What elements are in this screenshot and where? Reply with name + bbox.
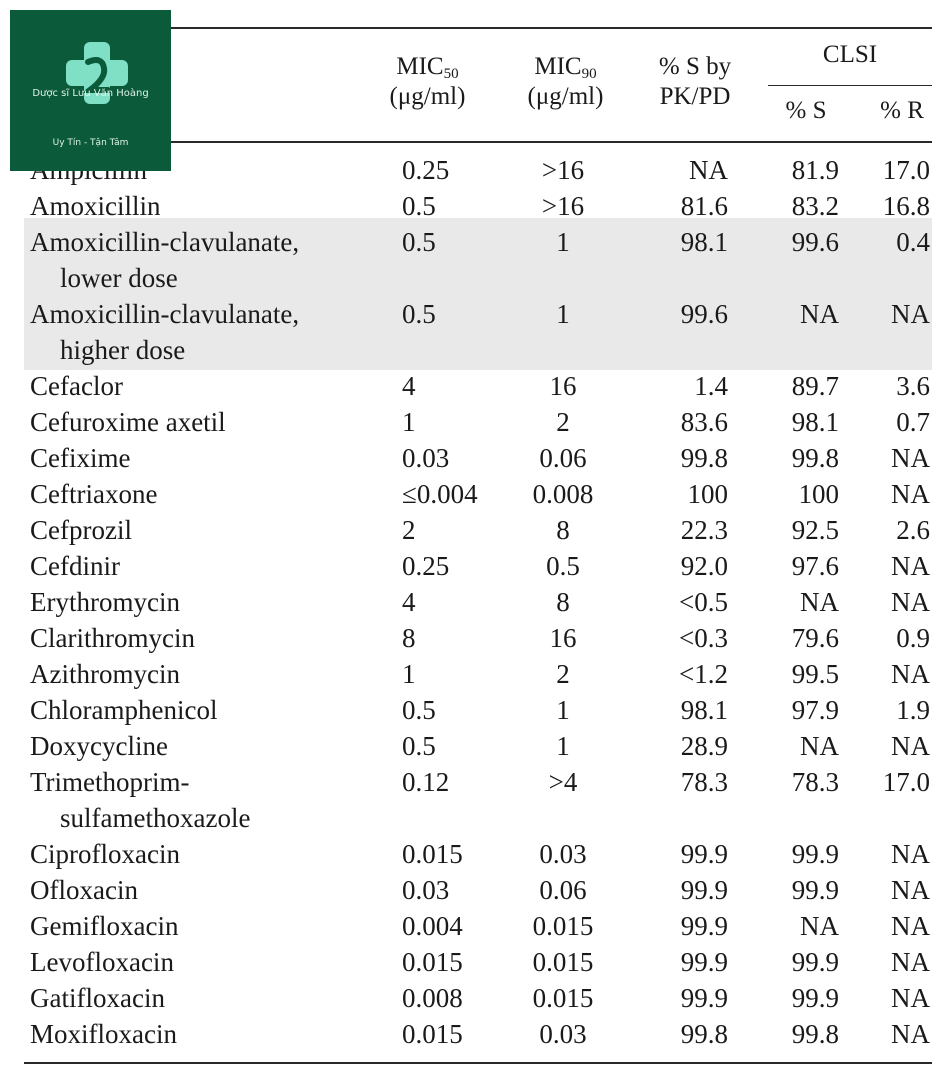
- drug-name: Amoxicillin-clavulanate,: [30, 299, 300, 329]
- cell-clsi-percent-s: 83.2: [791, 191, 839, 221]
- cell-clsi-percent-s: 99.9: [791, 947, 839, 977]
- cell-mic50: 0.5: [402, 695, 436, 725]
- cell-mic90: 16: [549, 371, 577, 401]
- drug-name: Cefaclor: [30, 371, 123, 401]
- table-row: [0, 656, 950, 692]
- cell-mic50: 0.12: [402, 767, 450, 797]
- cell-clsi-percent-r: 0.7: [896, 407, 930, 437]
- cell-pkpd-percent-s: 98.1: [680, 227, 728, 257]
- cell-clsi-percent-r: 2.6: [896, 515, 930, 545]
- logo-slogan: Uy Tín - Tận Tâm: [52, 138, 129, 148]
- cell-mic90: 2: [556, 407, 570, 437]
- cell-clsi-percent-s: 89.7: [791, 371, 839, 401]
- table-row: [0, 404, 950, 440]
- drug-name: Levofloxacin: [30, 947, 174, 977]
- cell-clsi-percent-r: NA: [891, 479, 930, 509]
- drug-name: Trimethoprim-: [30, 767, 190, 797]
- cell-pkpd-percent-s: 22.3: [680, 515, 728, 545]
- cell-mic90: 0.015: [532, 911, 594, 941]
- watermark-logo: [10, 10, 171, 171]
- cell-clsi-percent-s: 98.1: [791, 407, 839, 437]
- cell-clsi-percent-r: NA: [891, 947, 930, 977]
- cell-clsi-percent-s: 99.8: [791, 443, 839, 473]
- header-mic90: $MIC_{90}$ (μg/ml): [527, 53, 604, 110]
- cell-clsi-percent-r: 0.4: [896, 227, 930, 257]
- cell-clsi-percent-s: 78.3: [791, 767, 839, 797]
- cell-mic50: 4: [402, 587, 416, 617]
- cell-mic50: 1: [402, 659, 416, 689]
- cell-mic50: 0.015: [402, 947, 463, 977]
- cell-mic50: 0.5: [402, 227, 436, 257]
- header-pkpd: % S by PK/PD: [658, 53, 732, 110]
- cell-clsi-percent-r: NA: [891, 587, 930, 617]
- cell-pkpd-percent-s: 98.1: [680, 695, 728, 725]
- drug-name: Azithromycin: [30, 659, 180, 689]
- cell-pkpd-percent-s: 99.9: [680, 947, 728, 977]
- cell-clsi-percent-r: 16.8: [882, 191, 930, 221]
- cell-mic90: >16: [541, 155, 585, 185]
- cell-clsi-percent-r: NA: [891, 443, 930, 473]
- cell-mic90: 0.03: [539, 839, 587, 869]
- table-row: [0, 980, 950, 1016]
- drug-name: Erythromycin: [30, 587, 180, 617]
- table-row: [0, 440, 950, 476]
- drug-name: Amoxicillin: [30, 191, 161, 221]
- cell-pkpd-percent-s: 99.8: [680, 1019, 728, 1049]
- cell-mic50: 0.25: [402, 551, 450, 581]
- cell-mic90: 0.06: [539, 443, 587, 473]
- cell-mic50: 0.015: [402, 1019, 463, 1049]
- cell-pkpd-percent-s: <1.2: [679, 659, 728, 689]
- cell-mic50: 8: [402, 623, 416, 653]
- cell-clsi-percent-s: NA: [800, 731, 839, 761]
- table-row: [0, 224, 950, 296]
- drug-name: Moxifloxacin: [30, 1019, 177, 1049]
- cell-mic90: 1: [556, 695, 570, 725]
- table-row: [0, 368, 950, 404]
- cell-mic90: 0.5: [546, 551, 580, 581]
- drug-name: Amoxicillin-clavulanate,: [30, 227, 300, 257]
- cell-mic50: 0.03: [402, 443, 450, 473]
- cell-pkpd-percent-s: 99.9: [680, 875, 728, 905]
- cell-pkpd-percent-s: 81.6: [680, 191, 728, 221]
- cell-pkpd-percent-s: 92.0: [680, 551, 728, 581]
- table-row: [0, 692, 950, 728]
- cell-clsi-percent-s: 79.6: [791, 623, 839, 653]
- cell-pkpd-percent-s: 28.9: [680, 731, 728, 761]
- table-row: [0, 548, 950, 584]
- cell-clsi-percent-s: NA: [800, 587, 839, 617]
- cell-mic50: 0.015: [402, 839, 463, 869]
- cell-mic90: 1: [556, 299, 570, 329]
- cell-mic90: 0.03: [539, 1019, 587, 1049]
- cell-clsi-percent-s: 81.9: [791, 155, 839, 185]
- table-row: [0, 908, 950, 944]
- table-row: [0, 764, 950, 836]
- cell-mic50: 0.5: [402, 731, 436, 761]
- drug-name: Doxycycline: [30, 731, 168, 761]
- table-row: [0, 476, 950, 512]
- cell-mic90: 0.015: [532, 983, 594, 1013]
- header-clsi-s: % S: [785, 97, 827, 124]
- cell-pkpd-percent-s: <0.3: [679, 623, 728, 653]
- cell-mic90: 16: [549, 623, 577, 653]
- cell-clsi-percent-s: 92.5: [791, 515, 839, 545]
- cell-clsi-percent-r: NA: [891, 551, 930, 581]
- cell-clsi-percent-s: NA: [800, 911, 839, 941]
- table-row: [0, 1016, 950, 1052]
- cell-mic50: 4: [402, 371, 416, 401]
- table-row: [0, 620, 950, 656]
- drug-name: Ciprofloxacin: [30, 839, 180, 869]
- cell-mic50: 0.004: [402, 911, 463, 941]
- cell-clsi-percent-r: NA: [891, 983, 930, 1013]
- table-row: [0, 728, 950, 764]
- drug-name: Gatifloxacin: [30, 983, 165, 1013]
- cell-pkpd-percent-s: 99.8: [680, 443, 728, 473]
- cell-clsi-percent-r: 17.0: [882, 155, 930, 185]
- drug-name-continued: higher dose: [60, 335, 186, 365]
- table-row: [0, 512, 950, 548]
- cell-mic50: 1: [402, 407, 416, 437]
- cell-mic90: >16: [541, 191, 585, 221]
- cell-mic90: 0.06: [539, 875, 587, 905]
- header-clsi-r: % R: [880, 97, 924, 124]
- table-row: [0, 188, 950, 224]
- cell-clsi-percent-r: NA: [891, 839, 930, 869]
- cell-mic90: 2: [556, 659, 570, 689]
- table-row: [0, 296, 950, 368]
- cell-mic50: 0.5: [402, 191, 436, 221]
- drug-name: Chloramphenicol: [30, 695, 218, 725]
- header-clsi: CLSI: [822, 41, 878, 68]
- drug-name: Cefixime: [30, 443, 131, 473]
- cell-clsi-percent-r: NA: [891, 731, 930, 761]
- cell-clsi-percent-r: NA: [891, 875, 930, 905]
- drug-name: Cefdinir: [30, 551, 120, 581]
- table-row: [0, 944, 950, 980]
- cell-mic90: 0.015: [532, 947, 594, 977]
- cell-pkpd-percent-s: <0.5: [679, 587, 728, 617]
- logo-name: Dược sĩ Lưu Văn Hoàng: [32, 88, 149, 99]
- cell-pkpd-percent-s: 1.4: [694, 371, 728, 401]
- table-row: [0, 584, 950, 620]
- cell-clsi-percent-r: NA: [891, 1019, 930, 1049]
- cell-mic90: 0.008: [532, 479, 594, 509]
- cell-clsi-percent-r: 1.9: [896, 695, 930, 725]
- cell-mic90: 8: [556, 515, 570, 545]
- cell-clsi-percent-r: 17.0: [882, 767, 930, 797]
- cell-clsi-percent-r: 0.9: [896, 623, 930, 653]
- drug-name: Gemifloxacin: [30, 911, 179, 941]
- cell-mic90: 1: [556, 227, 570, 257]
- table-row: [0, 872, 950, 908]
- cell-mic90: >4: [548, 767, 578, 797]
- clsi-underline: [768, 85, 932, 86]
- cell-clsi-percent-s: 99.9: [791, 839, 839, 869]
- drug-name: Clarithromycin: [30, 623, 195, 653]
- cell-clsi-percent-s: 99.8: [791, 1019, 839, 1049]
- header-mic50: $MIC_{50}$ (μg/ml): [389, 53, 466, 110]
- cell-mic50: 0.008: [402, 983, 463, 1013]
- drug-name-continued: sulfamethoxazole: [60, 803, 251, 833]
- cell-clsi-percent-s: 97.9: [791, 695, 839, 725]
- cell-clsi-percent-s: 99.9: [791, 875, 839, 905]
- cell-clsi-percent-s: NA: [800, 299, 839, 329]
- cell-clsi-percent-s: 100: [798, 479, 839, 509]
- drug-name-continued: lower dose: [60, 263, 178, 293]
- cell-pkpd-percent-s: 99.9: [680, 839, 728, 869]
- cell-clsi-percent-r: NA: [891, 659, 930, 689]
- drug-name: Ofloxacin: [30, 875, 138, 905]
- table-row: [0, 836, 950, 872]
- cell-pkpd-percent-s: NA: [689, 155, 728, 185]
- cell-clsi-percent-s: 99.5: [791, 659, 839, 689]
- table-bottom-rule: [24, 1062, 932, 1064]
- cell-pkpd-percent-s: 83.6: [680, 407, 728, 437]
- cell-pkpd-percent-s: 99.6: [680, 299, 728, 329]
- cell-clsi-percent-r: NA: [891, 299, 930, 329]
- cell-clsi-percent-s: 99.6: [791, 227, 839, 257]
- cell-pkpd-percent-s: 99.9: [680, 911, 728, 941]
- cell-mic50: ≤0.004: [402, 479, 478, 509]
- cell-clsi-percent-r: 3.6: [896, 371, 930, 401]
- cell-pkpd-percent-s: 99.9: [680, 983, 728, 1013]
- cell-pkpd-percent-s: 100: [687, 479, 728, 509]
- cell-mic50: 0.03: [402, 875, 450, 905]
- cell-mic50: 0.25: [402, 155, 450, 185]
- cell-mic90: 8: [556, 587, 570, 617]
- cell-mic50: 2: [402, 515, 416, 545]
- cell-mic50: 0.5: [402, 299, 436, 329]
- cell-pkpd-percent-s: 78.3: [680, 767, 728, 797]
- drug-name: Cefprozil: [30, 515, 132, 545]
- drug-name: Cefuroxime axetil: [30, 407, 226, 437]
- cell-mic90: 1: [556, 731, 570, 761]
- cell-clsi-percent-s: 99.9: [791, 983, 839, 1013]
- cell-clsi-percent-s: 97.6: [791, 551, 839, 581]
- cell-clsi-percent-r: NA: [891, 911, 930, 941]
- drug-name: Ceftriaxone: [30, 479, 158, 509]
